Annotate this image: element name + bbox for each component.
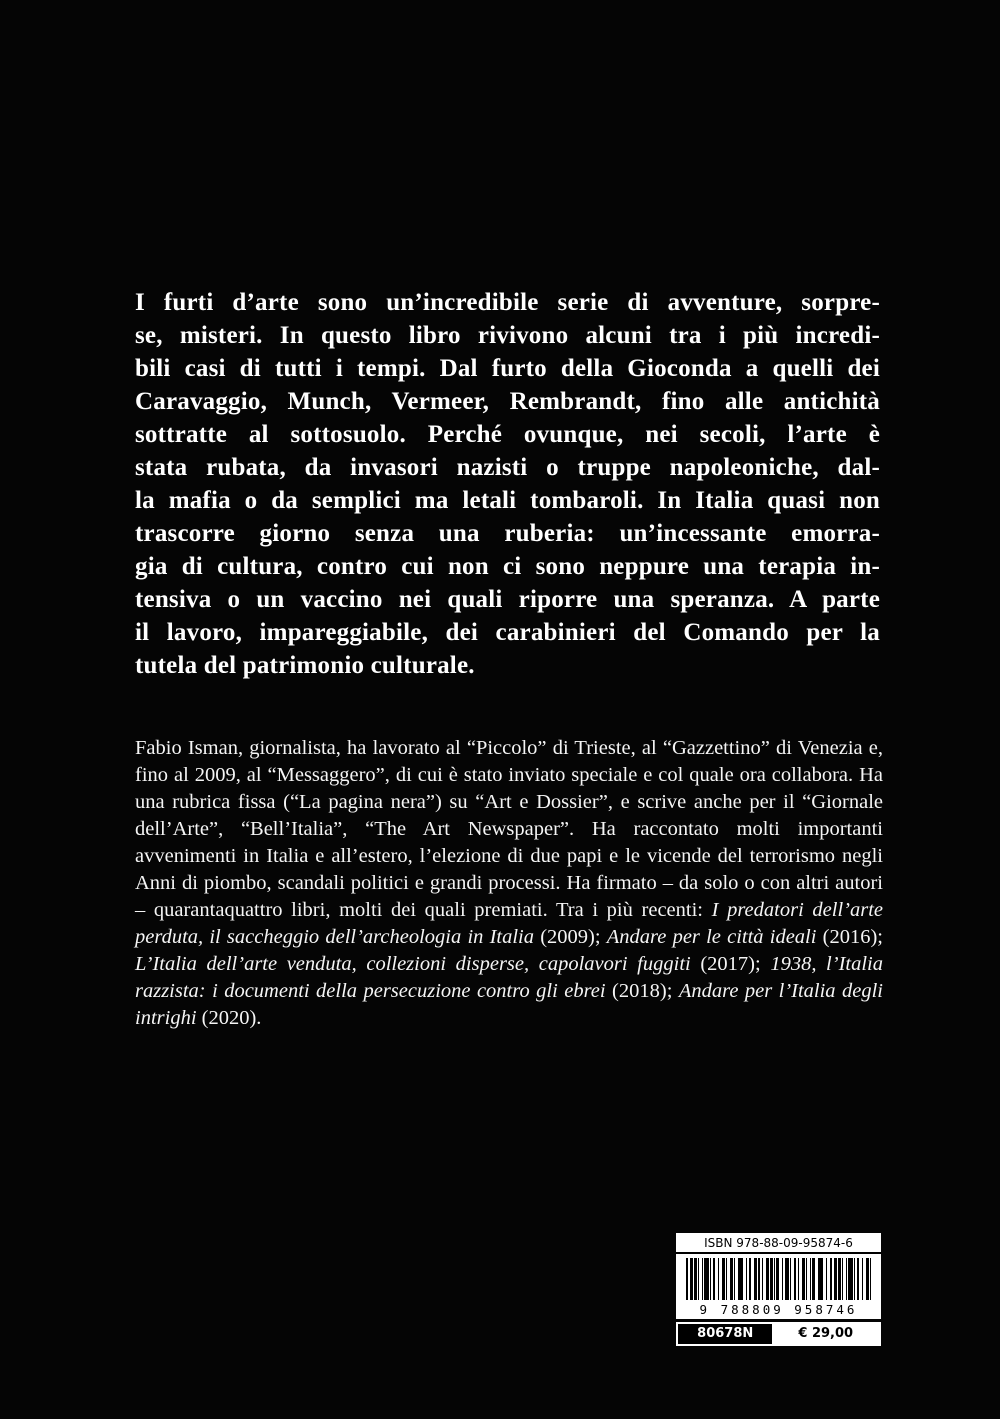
isbn-bottom-row (676, 1322, 881, 1346)
blurb-line: tensiva o un vaccino nei quali riporre una speranza. A parte (135, 586, 880, 613)
bio-text: (2020). (196, 1007, 262, 1029)
blurb-line: I furti d’arte sono un’incredibile serie di avventure, sorpre- (135, 289, 880, 316)
blurb-line: il lavoro, impareggiabile, dei carabinieri del Comando per la (135, 619, 880, 646)
edition-code: 80678N (678, 1324, 772, 1344)
blurb-line: stata rubata, da invasori nazisti o truppe napoleoniche, dal- (135, 454, 880, 481)
barcode-bars-icon (686, 1258, 871, 1300)
blurb-line: gia di cultura, contro cui non ci sono neppure una terapia in- (135, 553, 880, 580)
bio-text: (2018); (605, 980, 679, 1002)
blurb-line: trascorre giorno senza una ruberia: un’incessante emorra- (135, 520, 880, 547)
bio-text: (2017); (690, 953, 771, 975)
bio-text: Fabio Isman, giornalista, ha lavorato al “Piccolo” di Trieste, al “Gazzettino” di Venezia e, fino al 2009, al “Messaggero”, di cui è stato inviato speciale e col quale ora collabora. Ha una rubrica fissa (“La pagina nera”) su “Art e Dossier”, e scrive anche per il “Giornale dell’Arte”, “Bell’Italia”, “The Art Newspaper”. Ha raccontato molti importanti avvenimenti in Italia e all’estero, l’elezione di due papi e le vicende del terrorismo negli Anni di piombo, scandali politici e grandi processi. Ha firmato – da solo o con altri autori – quarantaquattro libri, molti dei quali premiati. Tra i più recenti: (135, 737, 883, 921)
blurb-line: la mafia o da semplici ma letali tombaroli. In Italia quasi non (135, 487, 880, 514)
book-title: Andare per le città ideali (606, 926, 817, 948)
blurb-paragraph (135, 286, 880, 682)
bio-text: (2016); (816, 926, 883, 948)
isbn-label: ISBN 978-88-09-95874-6 (676, 1233, 881, 1254)
price-label: € 29,00 (772, 1324, 879, 1344)
barcode (676, 1254, 881, 1319)
blurb-line: Caravaggio, Munch, Vermeer, Rembrandt, fino alle antichità (135, 388, 880, 415)
blurb-line: tutela del patrimonio culturale. (135, 652, 475, 679)
bio-text: (2009); (534, 926, 607, 948)
blurb-line: se, misteri. In questo libro rivivono alcuni tra i più incredi- (135, 322, 880, 349)
book-title: 1938, l’Italia razzista: i documenti della persecuzione contro gli ebrei (135, 953, 883, 1002)
book-title: Andare per l’Italia degli intrighi (135, 980, 883, 1029)
book-title: I predatori dell’arte perduta, il saccheggio dell’archeologia in Italia (135, 899, 883, 948)
bio-paragraph (135, 735, 883, 1032)
blurb-line: sottratte al sottosuolo. Perché ovunque, nei secoli, l’arte è (135, 421, 880, 448)
book-title: L’Italia dell’arte venduta, collezioni disperse, capolavori fuggiti (135, 953, 691, 975)
blurb-line: bili casi di tutti i tempi. Dal furto della Gioconda a quelli dei (135, 355, 880, 382)
barcode-digits: 9 788809 958746 (686, 1300, 871, 1317)
isbn-block (676, 1233, 881, 1346)
